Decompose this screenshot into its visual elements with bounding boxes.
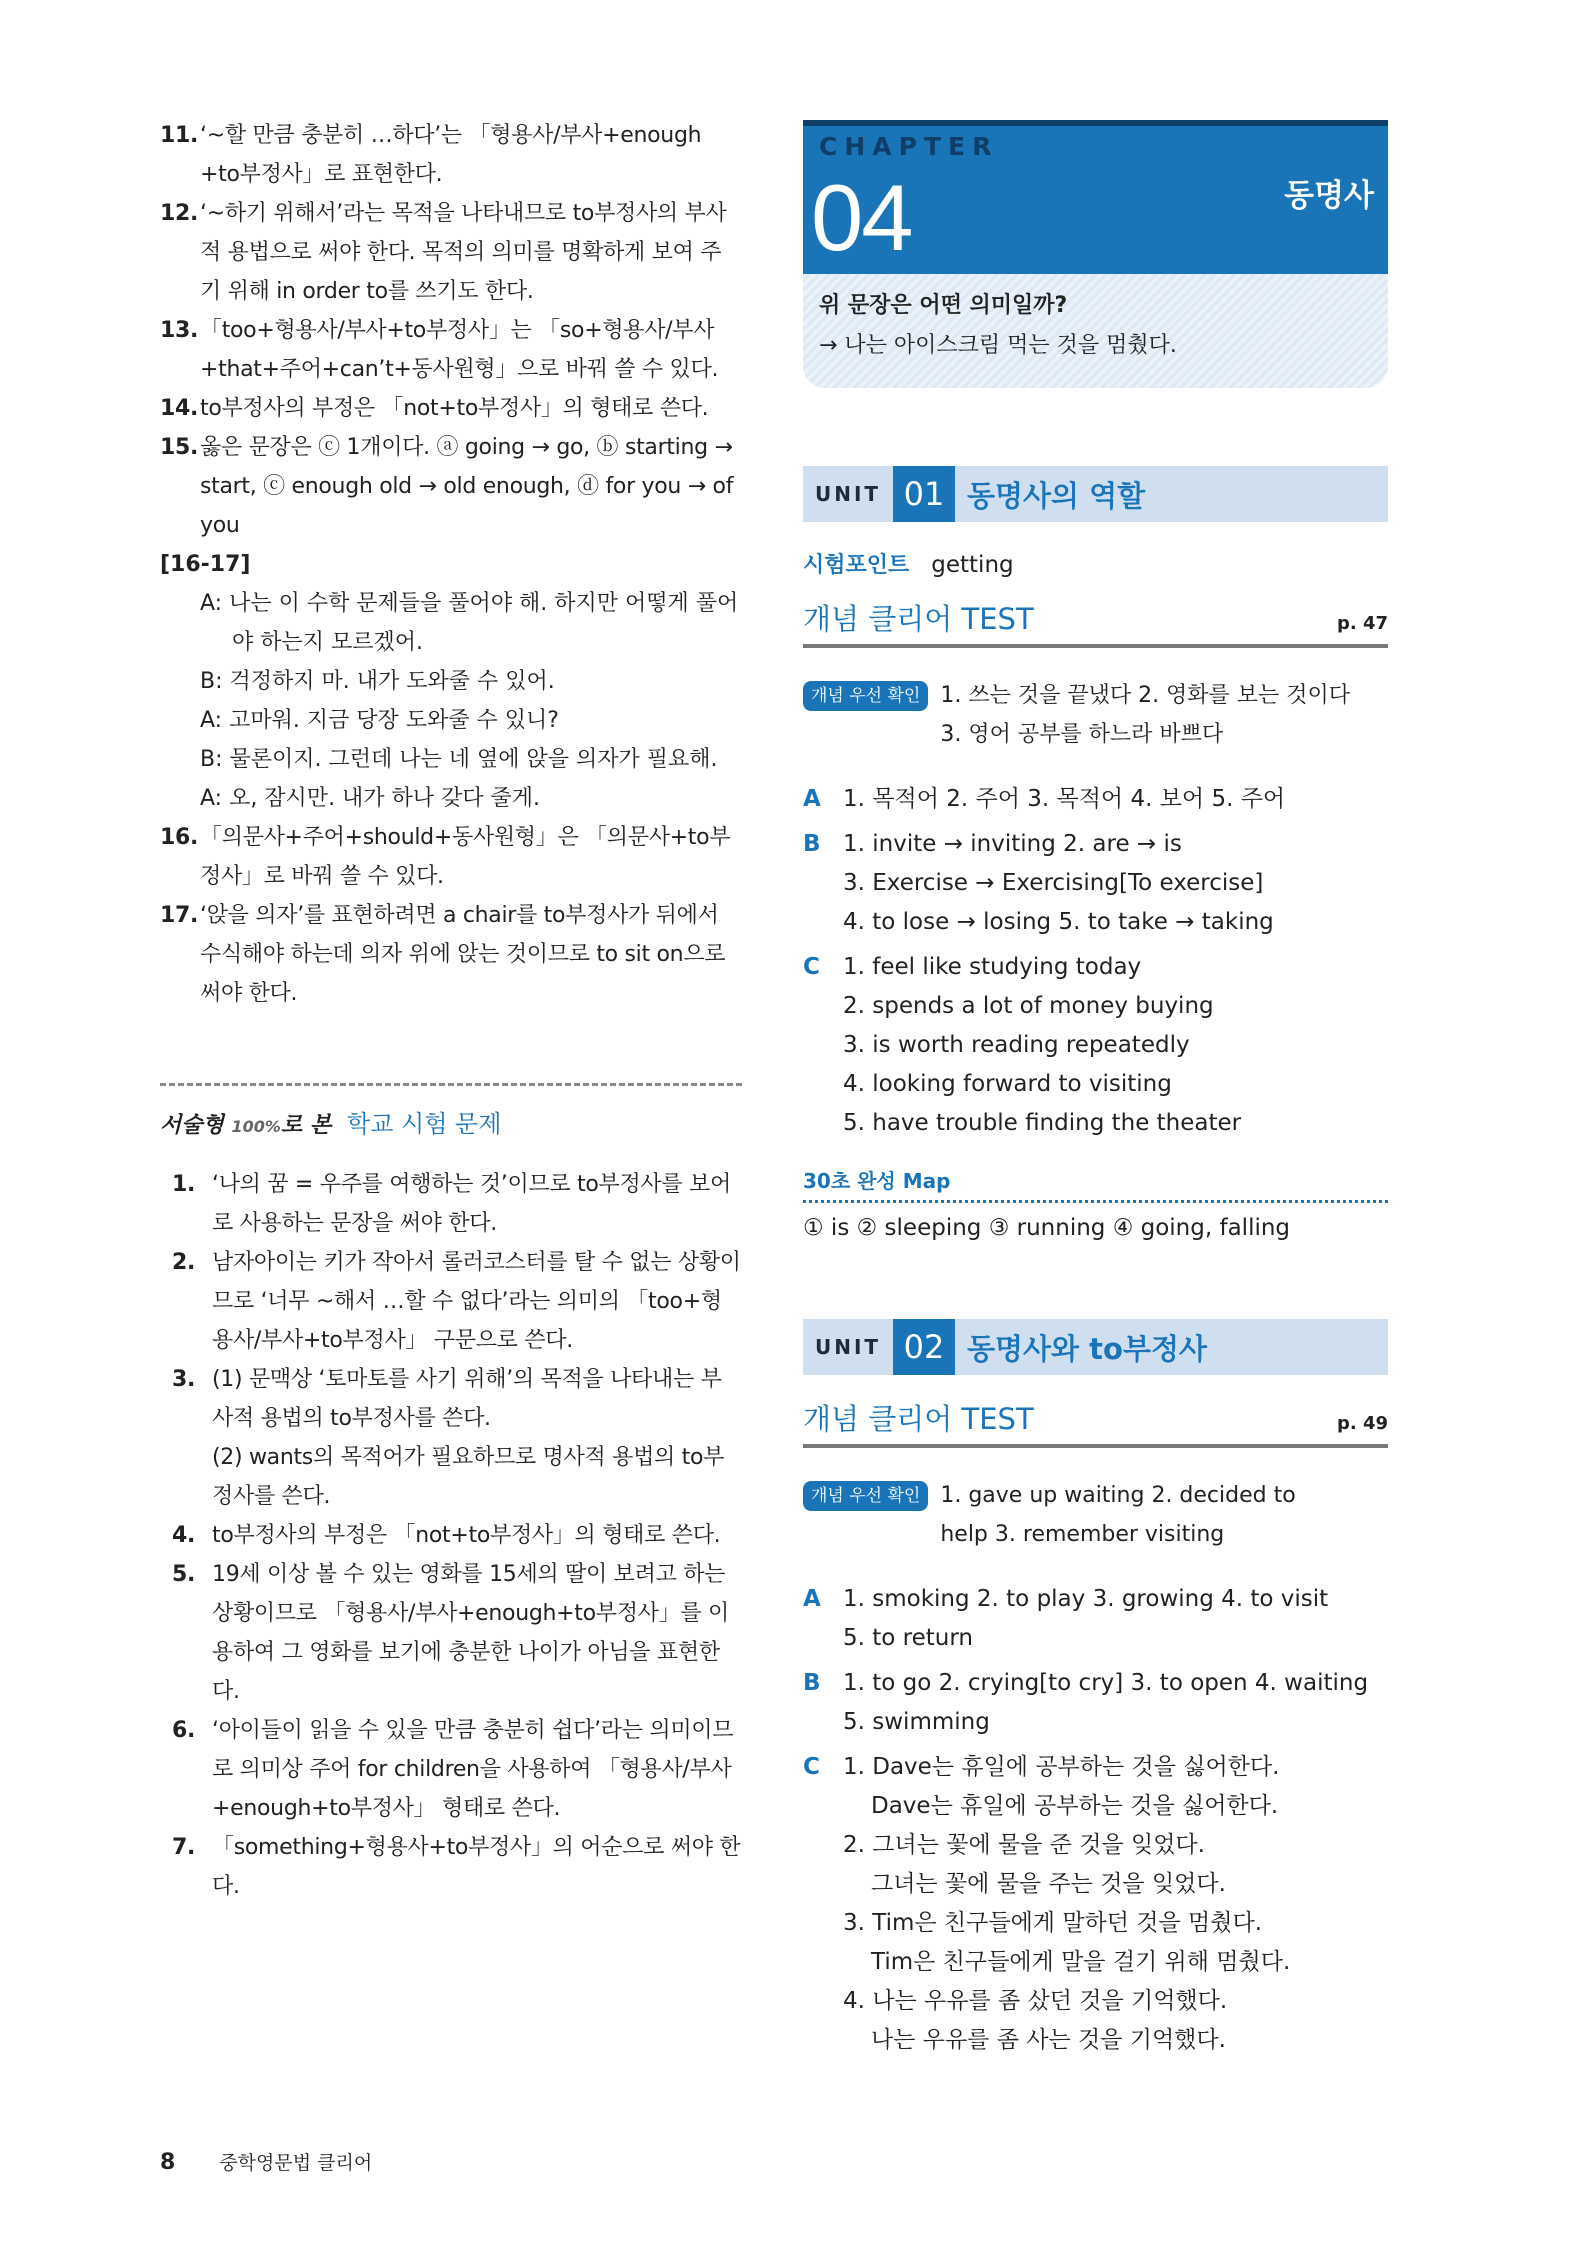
group-line: 5. to return: [843, 1625, 973, 1651]
group-line: 1. 목적어 2. 주어 3. 목적어 4. 보어 5. 주어: [843, 786, 1286, 812]
answer-item: 6. ‘아이들이 읽을 수 있을 만큼 충분히 쉽다’라는 의미이므로 의미상 주어 for children을 사용하여 「형용사/부사+enough+to부정사」 형태로 쓴다.: [172, 1718, 734, 1821]
unit-word: UNIT: [814, 1335, 882, 1359]
clear-test-title: 개념 클리어 TEST: [803, 1402, 1034, 1436]
chapter-number: 04: [811, 165, 912, 270]
chapter-answer: → 나는 아이스크림 먹는 것을 멈췄다.: [819, 333, 1177, 358]
unit-header-01: [803, 466, 1388, 522]
test-point: [803, 548, 1388, 579]
answer-item: 11. ‘~할 만큼 충분히 …하다’는 「형용사/부사+enough +to부정사」로 표현한다.: [160, 123, 702, 187]
group-line: 2. spends a lot of money buying: [843, 993, 1214, 1019]
check-line: help 3. remember visiting: [940, 1522, 1225, 1547]
left-column: [160, 116, 742, 1906]
answer-item: 12. ‘~하기 위해서’라는 목적을 나타내므로 to부정사의 부사적 용법으로 써야 한다. 목적의 의미를 명확하게 보여 주기 위해 in order to를 쓰기도 한다.: [160, 201, 727, 304]
right-column: [803, 120, 1388, 2060]
book-title: 중학영문법 클리어: [219, 2152, 373, 2174]
answer-group-c: [803, 1748, 1388, 2060]
group-letter: C: [803, 1754, 820, 1780]
answer-item: 17. ‘앉을 의자’를 표현하려면 a chair를 to부정사가 뒤에서 수식해야 하는데 의자 위에 앉는 것이므로 to sit on으로 써야 한다.: [160, 903, 726, 1006]
map-answers: ① is ② sleeping ③ running ④ going, falling: [803, 1215, 1291, 1241]
chapter-title: 동명사: [1284, 178, 1374, 214]
exam-answer-list: [160, 1165, 742, 1906]
section-heading: [160, 1104, 742, 1139]
clear-test-heading: [803, 597, 1388, 648]
unit-header-02: [803, 1319, 1388, 1375]
answer-item: 7. 「something+형용사+to부정사」의 어순으로 써야 한다.: [172, 1835, 741, 1899]
group-line: 그녀는 꽃에 물을 주는 것을 잊었다.: [871, 1871, 1226, 1897]
answer-item: 13. 「too+형용사/부사+to부정사」는 「so+형용사/부사+that+주어+can’t+동사원형」으로 바꿔 쓸 수 있다.: [160, 318, 719, 382]
group-line: Dave는 휴일에 공부하는 것을 싫어한다.: [871, 1793, 1279, 1819]
clear-test-title: 개념 클리어 TEST: [803, 602, 1034, 636]
group-line: 4. to lose → losing 5. to take → taking: [843, 909, 1274, 935]
dialog-line: B: 걱정하지 마. 내가 도와줄 수 있어.: [200, 669, 555, 694]
group-line: 2. 그녀는 꽃에 물을 준 것을 잊었다.: [843, 1832, 1205, 1858]
group-letter: B: [803, 1670, 821, 1696]
group-line: 1. Dave는 휴일에 공부하는 것을 싫어한다.: [843, 1754, 1280, 1780]
dialog-line: B: 물론이지. 그런데 나는 네 옆에 앉을 의자가 필요해.: [200, 747, 718, 772]
section-divider: [160, 1083, 742, 1086]
answer-item: 2. 남자아이는 키가 작아서 롤러코스터를 탈 수 없는 상황이므로 ‘너무 ~해서 …할 수 없다’라는 의미의 「too+형용사/부사+to부정사」 구문으로 쓴다.: [172, 1250, 741, 1353]
answer-group-a: [803, 1580, 1388, 1658]
check-line: 1. gave up waiting 2. decided to: [940, 1483, 1296, 1508]
answer-item: 1. ‘나의 꿈 = 우주를 여행하는 것’이므로 to부정사를 보어로 사용하는 문장을 써야 한다.: [172, 1172, 731, 1236]
group-line: 4. 나는 우유를 좀 샀던 것을 기억했다.: [843, 1988, 1228, 2014]
answer-group-b: [803, 825, 1388, 942]
dialog-label: [16-17]: [160, 552, 251, 577]
group-line: 1. smoking 2. to play 3. growing 4. to visit: [843, 1586, 1329, 1612]
group-line: 3. Exercise → Exercising[To exercise]: [843, 870, 1264, 896]
answer-item: 15. 옳은 문장은 ⓒ 1개이다. ⓐ going → go, ⓑ starting → start, ⓒ enough old → old enough, ⓓ for you → of you: [160, 435, 734, 538]
group-line: 1. feel like studying today: [843, 954, 1142, 980]
group-line: 나는 우유를 좀 사는 것을 기억했다.: [871, 2027, 1226, 2053]
dialog-line: A: 고마워. 지금 당장 도와줄 수 있니?: [200, 708, 559, 733]
check-line: 3. 영어 공부를 하느라 바쁘다: [940, 722, 1224, 747]
group-letter: A: [803, 1586, 821, 1612]
unit-title: 동명사와 to부정사: [967, 1331, 1207, 1366]
concept-check: [803, 1476, 1388, 1554]
concept-check-badge: 개념 우선 확인: [803, 681, 928, 711]
group-line: 1. invite → inviting 2. are → is: [843, 831, 1182, 857]
answer-item: 16. 「의문사+주어+should+동사원형」은 「의문사+to부정사」로 바꿔 쓸 수 있다.: [160, 825, 731, 889]
page-ref: p. 49: [1336, 1413, 1388, 1434]
chapter-word: CHAPTER: [819, 132, 999, 161]
answer-item: 3. (1) 문맥상 ‘토마토를 사기 위해’의 목적을 나타내는 부사적 용법의 to부정사를 쓴다.: [172, 1367, 722, 1431]
page-ref: p. 47: [1336, 613, 1388, 634]
answer-group-c: [803, 948, 1388, 1143]
check-line: 1. 쓰는 것을 끝냈다 2. 영화를 보는 것이다: [940, 683, 1351, 708]
concept-check: [803, 676, 1388, 754]
chapter-question: 위 문장은 어떤 의미일까?: [819, 293, 1068, 318]
answer-group-b: [803, 1664, 1388, 1742]
group-line: 3. is worth reading repeatedly: [843, 1032, 1190, 1058]
answer-item: 5. 19세 이상 볼 수 있는 영화를 15세의 딸이 보려고 하는 상황이므로 「형용사/부사+enough+to부정사」를 이용하여 그 영화를 보기에 충분한 나이가 아님을 표현한다.: [172, 1562, 729, 1704]
page-footer: [160, 2148, 372, 2175]
section-logo: 서술형 100%로 본: [160, 1113, 332, 1138]
unit-title: 동명사의 역할: [967, 478, 1146, 513]
map-title: 30초 완성 Map: [803, 1165, 1388, 1203]
answer-item: 4. to부정사의 부정은 「not+to부정사」의 형태로 쓴다.: [172, 1523, 721, 1548]
group-letter: B: [803, 831, 821, 857]
clear-test-heading: [803, 1397, 1388, 1448]
group-line: 5. have trouble finding the theater: [843, 1110, 1242, 1136]
unit-number: 01: [893, 466, 955, 522]
unit-number: 02: [893, 1319, 955, 1375]
answer-group-a: [803, 780, 1388, 819]
test-point-label: 시험포인트: [803, 553, 910, 578]
dialog-line: A: 나는 이 수학 문제들을 풀어야 해. 하지만 어떻게 풀어야 하는지 모르겠어.: [200, 591, 739, 655]
test-point-value: getting: [931, 552, 1014, 578]
answer-item: (2) wants의 목적어가 필요하므로 명사적 용법의 to부정사를 쓴다.: [212, 1445, 725, 1509]
group-line: 1. to go 2. crying[to cry] 3. to open 4. waiting: [843, 1670, 1369, 1696]
section-title: 학교 시험 문제: [347, 1110, 502, 1138]
group-line: 4. looking forward to visiting: [843, 1071, 1172, 1097]
chapter-box: [803, 120, 1388, 388]
dialog-line: A: 오, 잠시만. 내가 하나 갖다 줄게.: [200, 786, 541, 811]
unit-word: UNIT: [814, 482, 882, 506]
group-letter: A: [803, 786, 821, 812]
answer-item: 14. to부정사의 부정은 「not+to부정사」의 형태로 쓴다.: [160, 396, 709, 421]
group-line: 5. swimming: [843, 1709, 990, 1735]
concept-check-badge: 개념 우선 확인: [803, 1481, 928, 1511]
group-line: 3. Tim은 친구들에게 말하던 것을 멈췄다.: [843, 1910, 1262, 1936]
group-line: Tim은 친구들에게 말을 걸기 위해 멈췄다.: [871, 1949, 1291, 1975]
group-letter: C: [803, 954, 820, 980]
page-number: 8: [160, 2150, 176, 2175]
